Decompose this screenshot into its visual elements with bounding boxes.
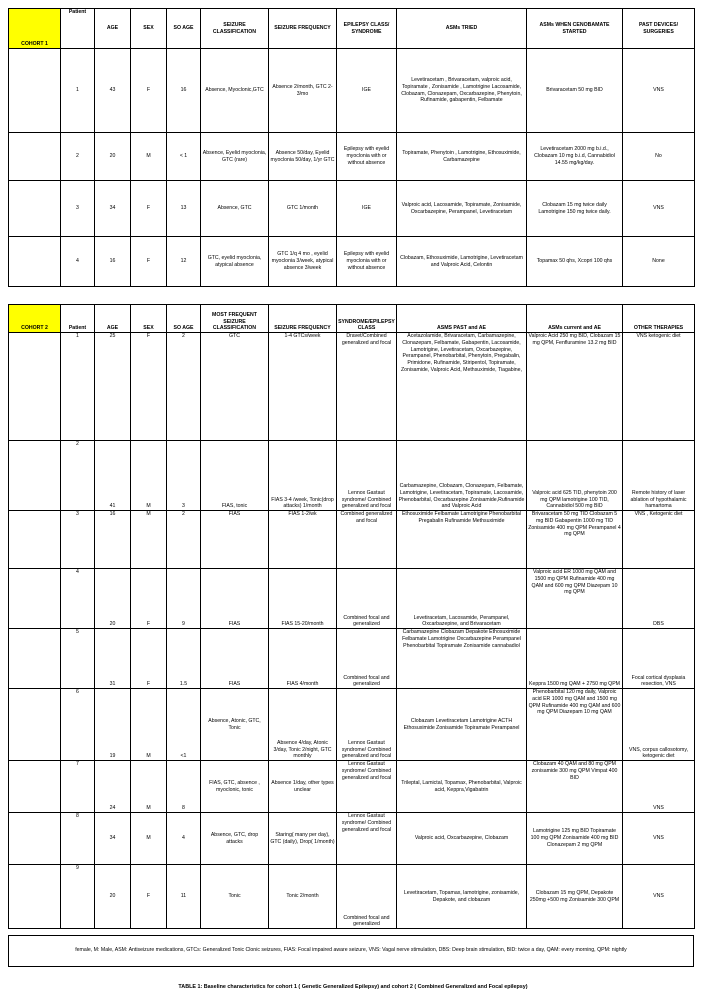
table-row	[9, 629, 695, 689]
cell-syndrome: Combined focal and generalized	[337, 569, 397, 629]
cell-so-age: 2	[167, 511, 201, 569]
cell-asms-current: Clobazam 40 QAM and 80 mg QPM zonisamide 300 mg QPM Vimpat 400 BID	[527, 761, 623, 813]
cell-patient: 8	[61, 813, 95, 865]
cohort1-header-asms-tried: ASMs TRIED	[397, 9, 527, 49]
cell-epilepsy-class: IGE	[337, 181, 397, 237]
cohort-spacer	[9, 333, 61, 441]
cell-asms-current: Clobazam 15 mg twice daily Lamotrigine 150 mg twice daily.	[527, 181, 623, 237]
cell-sex: M	[131, 511, 167, 569]
table-row	[9, 761, 695, 813]
cell-seizure-frequency: FIAS 15-20/month	[269, 569, 337, 629]
cell-so-age: 2	[167, 333, 201, 441]
cohort2-header-asms-current: ASMs current and AE	[527, 305, 623, 333]
cell-other-therapies: VNS, corpus callosotomy, ketogenic diet	[623, 689, 695, 761]
cohort2-label: COHORT 2	[9, 305, 61, 333]
table-row	[9, 569, 695, 629]
cohort1-table	[8, 8, 695, 287]
cell-past-devices: VNS	[623, 181, 695, 237]
cell-syndrome: Dravet/Combined generalized and focal	[337, 333, 397, 441]
cell-other-therapies: Remote history of laser ablation of hypothalamic hamartoma	[623, 441, 695, 511]
cohort-spacer	[9, 237, 61, 287]
cohort-spacer	[9, 441, 61, 511]
cell-syndrome: Combined focal and generalized	[337, 629, 397, 689]
cohort1-header-seizure-frequency: SEIZURE FREQUENCY	[269, 9, 337, 49]
cell-other-therapies: VNS ketogenic diet	[623, 333, 695, 441]
cell-asms-current: Valproic acid ER 1000 mg QAM and 1500 mg QPM Rufinamide 400 mg QAM and 600 mg QPM Diazepam 10 mg QPM	[527, 569, 623, 629]
cell-past-devices: No	[623, 133, 695, 181]
table-caption: TABLE 1: Baseline characteristics for cohort 1 ( Genetic Generalized Epilepsy) and cohort 2 ( Combined Generalized and Focal epilepsy)	[178, 984, 528, 990]
cell-age: 19	[95, 689, 131, 761]
table-row	[9, 49, 695, 133]
cell-asms-tried: Clobazam, Ethosuximide, Lamotrigine, Levetiracetam and Valproic Acid, Celontin	[397, 237, 527, 287]
cell-patient: 2	[61, 133, 95, 181]
cell-age: 31	[95, 629, 131, 689]
cell-age: 41	[95, 441, 131, 511]
cohort1-label: COHORT 1	[9, 9, 61, 49]
cohort-spacer	[9, 813, 61, 865]
cell-asms-current: Topamax 50 qhs, Xcopri 100 qhs	[527, 237, 623, 287]
cell-seizure-frequency: Absence 50/day, Eyelid myoclonia 50/day, 1/yr GTC	[269, 133, 337, 181]
cell-other-therapies: DBS	[623, 569, 695, 629]
cohort-spacer	[9, 761, 61, 813]
cell-so-age: 16	[167, 49, 201, 133]
cell-asms-current: Valproic acid 625 TID, phenytoin 200 mg QPM lamotrigine 100 TID, Cannabidiol 500 mg BID	[527, 441, 623, 511]
cell-patient: 3	[61, 181, 95, 237]
cell-past-devices: None	[623, 237, 695, 287]
table-row	[9, 133, 695, 181]
cell-seizure-frequency: GTC 1/q 4 mo , eyelid myoclonia 3/week, atypical absence 3/week	[269, 237, 337, 287]
cell-asms-tried: Topiramate, Phenytoin , Lamotrigine, Ethosuximide, Carbamazepine	[397, 133, 527, 181]
cell-seizure-classification: FIAS, GTC, absence , myoclonic, tonic	[201, 761, 269, 813]
cohort-spacer	[9, 689, 61, 761]
cell-age: 34	[95, 813, 131, 865]
cell-seizure-classification: FIAS, tonic	[201, 441, 269, 511]
cell-seizure-classification: Tonic	[201, 865, 269, 929]
cell-syndrome: Lennox Gastaut syndrome/ Combined generalized and focal	[337, 689, 397, 761]
cell-seizure-classification: Absence, Atonic, GTC, Tonic	[201, 689, 269, 761]
cell-sex: F	[131, 629, 167, 689]
table-row	[9, 181, 695, 237]
table-row	[9, 813, 695, 865]
cell-other-therapies: VNS , Ketogenic diet	[623, 511, 695, 569]
cell-so-age: 12	[167, 237, 201, 287]
cohort-spacer	[9, 181, 61, 237]
table-row	[9, 333, 695, 441]
cell-seizure-classification: FIAS	[201, 629, 269, 689]
cell-other-therapies: Focal cortical dysplasia resection, VNS	[623, 629, 695, 689]
cell-asms-current: Clobazam 15 mg QPM, Depakote 250mg +500 mg Zonisamide 300 QPM	[527, 865, 623, 929]
cell-patient: 7	[61, 761, 95, 813]
cell-age: 20	[95, 865, 131, 929]
cohort-spacer	[9, 865, 61, 929]
cell-seizure-classification: Absence, Eyelid myoclonia, GTC (rare)	[201, 133, 269, 181]
cell-seizure-classification: GTC, eyelid myoclonia, atypical absence	[201, 237, 269, 287]
cell-seizure-classification: FIAS	[201, 511, 269, 569]
cohort-spacer	[9, 629, 61, 689]
cell-asms-past: Ethosuximide Felbamate Lamotrigine Phenobarbital Pregabalin Rufinamide Methsuximide	[397, 511, 527, 569]
cell-asms-past: Acetazolamide, Brivaracetam, Carbamazepine, Clonazepam, Felbamate, Gabapentin, Lacosamide, Lamotrigine, Levetiracetam, Oxcarbazepine, Perampanel, Phenobarbital, Phenytoin, Pregabalin, Primidone, Rufinamide, Stiripentol, Topiramate, Zonisamide, Valproic Acid, Methsuximide, Tiagabine,	[397, 333, 527, 441]
cohort2-header-other-therapies: OTHER THERAPIES	[623, 305, 695, 333]
cell-so-age: 11	[167, 865, 201, 929]
cohort1-header-asms-when-cenobamate: ASMs WHEN CENOBAMATE STARTED	[527, 9, 623, 49]
cell-asms-past: Levetiracetam, Topamax, lamotrigine, zonisamide, Depakote, and clobazam	[397, 865, 527, 929]
cell-seizure-classification: GTC	[201, 333, 269, 441]
cell-asms-current: Lamotrigine 125 mg BID Topiramate 100 mg QPM Zonisamide 400 mg BID Clonazepam 2 mg QPM	[527, 813, 623, 865]
cell-age: 25	[95, 333, 131, 441]
cell-age: 16	[95, 237, 131, 287]
cell-sex: M	[131, 441, 167, 511]
cell-age: 34	[95, 181, 131, 237]
cohort2-header-patient: Patient	[61, 305, 95, 333]
cell-syndrome: Combined generalized and focal	[337, 511, 397, 569]
cell-sex: M	[131, 813, 167, 865]
cell-epilepsy-class: Epilepsy with eyelid myoclonia with or without absence	[337, 133, 397, 181]
cohort1-header-epilepsy-class: EPILEPSY CLASS/ SYNDROME	[337, 9, 397, 49]
cell-asms-current: Brivaracetam 50 mg BID	[527, 49, 623, 133]
cohort-spacer	[9, 511, 61, 569]
cell-seizure-frequency: Staring( many per day), GTC (daily), Drop( 1/month)	[269, 813, 337, 865]
cell-asms-past: Carbamazepine Clobazam Depakote Ethosuximide Felbamate Lamotrigine Oxcarbazepine Perampanel Phenobarbital Topiramate Zonisamide cannabadiol	[397, 629, 527, 689]
cohort1-header-so-age: SO AGE	[167, 9, 201, 49]
cell-asms-past: Levetiracetam, Lacosamide, Perampanel, Oxcarbazepine, and Brivaracetam	[397, 569, 527, 629]
footnote-text: female, M: Male, ASM: Antiseizure medications, GTCs: Generalized Tonic Clonic seizures, FIAS: Focal impaired aware seizure, VNS: Vagal nerve stimulation, DBS: Deep brain stimulation, BID: twice a day, QAM: every morning, QPM: nightly	[75, 947, 627, 954]
cell-past-devices: VNS	[623, 49, 695, 133]
cell-sex: M	[131, 761, 167, 813]
cell-patient: 4	[61, 237, 95, 287]
cell-asms-past: Clobazam Levetiracetam Lamotrigine ACTH Ethosuximide Zonisamide Topiramate Perampanel	[397, 689, 527, 761]
cell-seizure-frequency: 1-4 GTCs/week	[269, 333, 337, 441]
cell-patient: 1	[61, 333, 95, 441]
cohort2-header-seizure-frequency: SEIZURE FREQUENCY	[269, 305, 337, 333]
table-row	[9, 237, 695, 287]
cell-syndrome: Lennox Gastaut syndrome/ Combined generalized and focal	[337, 441, 397, 511]
cohort1-header-age: AGE	[95, 9, 131, 49]
cohort2-header-row	[9, 305, 695, 333]
cell-seizure-frequency: Absence 2/month, GTC 2-3/mo	[269, 49, 337, 133]
cell-asms-past: Carbamazepine, Clobazam, Clonazepam, Felbamate, Lamotrigine, Levetiracetam, Topiramate, Lacosamide, Phenobarbital, Oxcarbazepine Zonisamide,Rufinamide and Valproic Acid	[397, 441, 527, 511]
cell-asms-past: Valproic acid, Oxcarbazepine, Clobazam	[397, 813, 527, 865]
cell-asms-current: Brivaracetam 50 mg TID Clobazam 5 mg BID Gabapentin 1000 mg TID Zonisamide 400 mg QPM Perampanel 4 mg QPM	[527, 511, 623, 569]
cell-sex: F	[131, 333, 167, 441]
cell-asms-current: Keppra 1500 mg QAM + 2750 mg QPM	[527, 629, 623, 689]
cell-asms-tried: Valproic acid, Lacosamide, Topiramate, Zonisamide, Oxcarbazepine, Perampanel, Levetiracetam	[397, 181, 527, 237]
cohort1-header-past-devices: PAST DEVICES/ SURGERIES	[623, 9, 695, 49]
cell-sex: F	[131, 181, 167, 237]
cell-so-age: 4	[167, 813, 201, 865]
cell-other-therapies: VNS	[623, 761, 695, 813]
cell-seizure-classification: Absence, GTC	[201, 181, 269, 237]
cell-asms-current: Levetiracetam 2000 mg b.i.d., Clobazam 10 mg b.i.d, Cannabidiol 14.55 mg/kg/day.	[527, 133, 623, 181]
cohort2-header-sex: SEX	[131, 305, 167, 333]
cell-asms-current: Valproic Acid 250 mg BID, Clobazam 15 mg QPM, Fenfluramine 13.2 mg BID	[527, 333, 623, 441]
cell-so-age: 9	[167, 569, 201, 629]
cohort2-header-asms-past: ASMS PAST and AE	[397, 305, 527, 333]
cell-patient: 5	[61, 629, 95, 689]
cohort2-header-so-age: SO AGE	[167, 305, 201, 333]
cell-seizure-frequency: Tonic 2/month	[269, 865, 337, 929]
cell-sex: F	[131, 569, 167, 629]
cell-epilepsy-class: IGE	[337, 49, 397, 133]
cell-asms-past: Trileptal, Lamictal, Topamax, Phenobarbital, Valproic acid, Keppra,Vigabatrin	[397, 761, 527, 813]
cell-epilepsy-class: Epilepsy with eyelid myoclonia with or without absence	[337, 237, 397, 287]
cohort1-header-row	[9, 9, 695, 49]
cell-sex: F	[131, 865, 167, 929]
cell-patient: 9	[61, 865, 95, 929]
cell-seizure-frequency: Absence 4/day, Atonic 3/day, Tonic 2/night, GTC monthly	[269, 689, 337, 761]
cohort1-header-sex: SEX	[131, 9, 167, 49]
cell-so-age: 8	[167, 761, 201, 813]
cell-sex: F	[131, 237, 167, 287]
cell-patient: 3	[61, 511, 95, 569]
cell-seizure-frequency: FIAS 3-4 /week, Tonic(drop attacks) 1/month	[269, 441, 337, 511]
cell-patient: 2	[61, 441, 95, 511]
cohort2-header-syndrome: SYNDROME/EPILEPSY CLASS	[337, 305, 397, 333]
cell-so-age: 3	[167, 441, 201, 511]
cell-patient: 6	[61, 689, 95, 761]
cell-so-age: <1	[167, 689, 201, 761]
cohort2-header-seizure-classification: MOST FREQUENT SEIZURE CLASSIFICATION	[201, 305, 269, 333]
cell-so-age: 1.5	[167, 629, 201, 689]
abbreviations-footnote	[8, 935, 694, 967]
cell-age: 43	[95, 49, 131, 133]
table-row	[9, 689, 695, 761]
cell-so-age: 13	[167, 181, 201, 237]
cell-sex: F	[131, 49, 167, 133]
cell-age: 20	[95, 133, 131, 181]
cell-seizure-classification: FIAS	[201, 569, 269, 629]
table-row	[9, 865, 695, 929]
cell-seizure-frequency: FIAS 1-2/wk	[269, 511, 337, 569]
cell-sex: M	[131, 689, 167, 761]
cohort-spacer	[9, 569, 61, 629]
cell-seizure-classification: Absence, GTC, drop attacks	[201, 813, 269, 865]
cohort2-table	[8, 304, 695, 929]
cohort1-header-patient: Patient	[61, 9, 95, 49]
cell-other-therapies: VNS	[623, 865, 695, 929]
cell-age: 16	[95, 511, 131, 569]
cohort-spacer	[9, 49, 61, 133]
cell-asms-current: Phenobarbital 120 mg daily, Valproic acid ER 1000 mg QAM and 1500 mg QPM Rufinamide 400 mg QAM and 600 mg QPM Diazepam 10 mg QAM	[527, 689, 623, 761]
cell-syndrome: Lennox Gastaut syndrome/ Combined generalized and focal	[337, 761, 397, 813]
cohort1-header-seizure-classification: SEIZURE CLASSIFICATION	[201, 9, 269, 49]
table-row	[9, 441, 695, 511]
cohort2-header-age: AGE	[95, 305, 131, 333]
cell-seizure-classification: Absence, Myoclonic,GTC	[201, 49, 269, 133]
cell-age: 24	[95, 761, 131, 813]
cell-asms-tried: Levetiracetam , Brivaracetam, valproic acid, Topiramate , Zonisamide , Lamotrigine Lacosamide, Clobazam, Clonazepam, Oxcarbazepine, Phenytoin, Rufinamide, gabapentin, Felbamate	[397, 49, 527, 133]
cell-seizure-frequency: FIAS 4/month	[269, 629, 337, 689]
cell-seizure-frequency: GTC 1/month	[269, 181, 337, 237]
cell-patient: 1	[61, 49, 95, 133]
cell-so-age: < 1	[167, 133, 201, 181]
table-row	[9, 511, 695, 569]
cell-other-therapies: VNS	[623, 813, 695, 865]
cell-syndrome: Combined focal and generalized	[337, 865, 397, 929]
cell-syndrome: Lennox Gastaut syndrome/ Combined generalized and focal	[337, 813, 397, 865]
cohort-spacer	[9, 133, 61, 181]
cell-sex: M	[131, 133, 167, 181]
cell-patient: 4	[61, 569, 95, 629]
cell-age: 20	[95, 569, 131, 629]
cell-seizure-frequency: Absence 1/day, other types unclear	[269, 761, 337, 813]
